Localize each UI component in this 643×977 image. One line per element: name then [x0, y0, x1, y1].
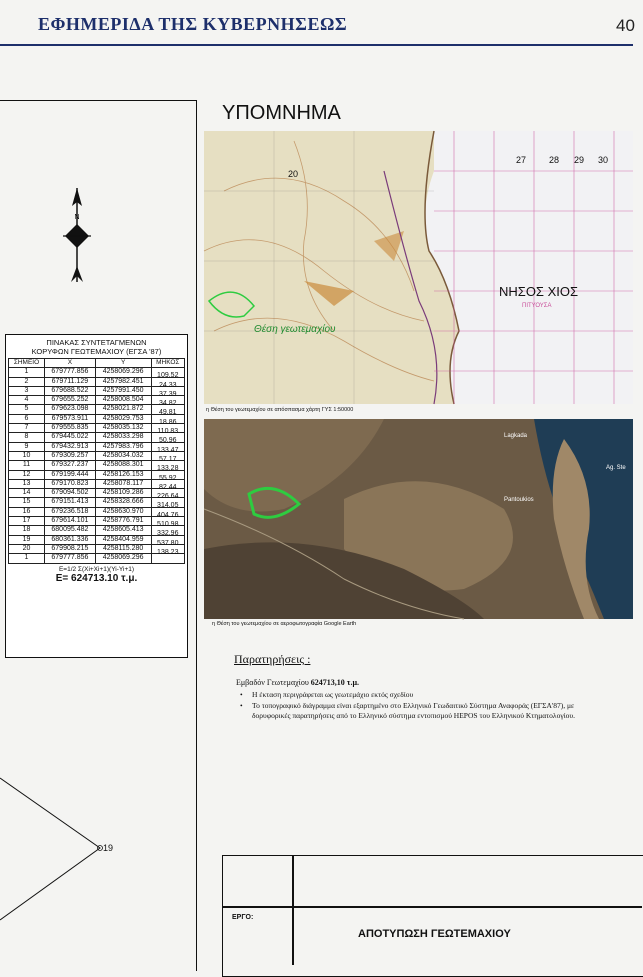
- point-cell: 8: [9, 433, 45, 442]
- y-cell: 4258328.666: [95, 498, 151, 507]
- y-cell: 4258029.753: [95, 414, 151, 423]
- x-cell: 679688.522: [44, 386, 95, 395]
- island-label: ΝΗΣΟΣ ΧΙΟΣ: [499, 284, 579, 299]
- point-cell: 14: [9, 489, 45, 498]
- length-cell: 109.52: [151, 372, 184, 381]
- length-cell: 537.80: [151, 539, 184, 548]
- length-cell: 24.33: [151, 381, 184, 390]
- point-cell: 7: [9, 424, 45, 433]
- length-cell: 138.23: [151, 548, 184, 557]
- length-cell: 57.17: [151, 455, 184, 464]
- y-cell: 4258034.032: [95, 451, 151, 460]
- x-cell: 679711.129: [44, 377, 95, 386]
- point-cell: 18: [9, 526, 45, 535]
- note-item: • Το τοπογραφικό διάγραμμα είναι εξαρτημένο στο Ελληνικό Γεωδαιτικό Σύστημα Αναφοράς (ΕΓΣΑ'87), με δορυφορικές παρατηρήσεις από το Ελληνικό σύστημα εντοπισμού HEPOS του Ελληνικού Κτηματολογίου.: [240, 701, 610, 721]
- col-header-length: ΜΗΚΟΣ: [151, 359, 184, 368]
- area-formula: E=1/2 Σ(Xi+Xi+1)(Yi-Yi+1): [58, 565, 135, 573]
- x-cell: 679170.823: [44, 479, 95, 488]
- y-cell: 4258088.301: [95, 461, 151, 470]
- x-cell: 680095.482: [44, 526, 95, 535]
- y-cell: 4258126.153: [95, 470, 151, 479]
- y-cell: 4257983.796: [95, 442, 151, 451]
- point-cell: 16: [9, 507, 45, 516]
- y-cell: 4258078.117: [95, 479, 151, 488]
- col-header-y: Y: [95, 359, 151, 368]
- place-label: Lagkada: [504, 433, 528, 439]
- area-value: 624713,10 τ.μ.: [310, 678, 360, 687]
- col-header-point: ΣΗΜΕΙΟ: [9, 359, 45, 368]
- point-cell: 11: [9, 461, 45, 470]
- title-block-divider: [222, 906, 642, 908]
- x-cell: 679623.098: [44, 405, 95, 414]
- x-cell: 679908.215: [44, 544, 95, 553]
- grid-number: 28: [549, 155, 560, 165]
- x-cell: 679573.911: [44, 414, 95, 423]
- parcel-outline-drawing: [0, 770, 196, 930]
- area-label: Εμβαδόν Γεωτεμαχίου: [236, 678, 309, 687]
- point-cell: 5: [9, 405, 45, 414]
- x-cell: 679236.518: [44, 507, 95, 516]
- sub-label: ΠΙΤΥΟΥΣΑ: [522, 303, 552, 309]
- coordinates-table: [8, 358, 185, 564]
- point-cell: 4: [9, 396, 45, 405]
- y-cell: 4258069.296: [95, 554, 151, 563]
- project-title: ΑΠΟΤΥΠΩΣΗ ΓΕΩΤΕΜΑΧΙΟΥ: [358, 928, 511, 940]
- x-cell: 679777.856: [44, 368, 95, 377]
- page-number: 40: [616, 16, 635, 35]
- note-item: • Η έκταση περιγράφεται ως γεωτεμάχιο εκτός σχεδίου: [240, 690, 610, 700]
- x-cell: 679094.502: [44, 489, 95, 498]
- svg-text:N: N: [74, 214, 80, 221]
- newspaper-title: ΕΦΗΜΕΡΙΔΑ ΤΗΣ ΚΥΒΕΡΝΗΣΕΩΣ: [38, 14, 348, 34]
- x-cell: 679199.444: [44, 470, 95, 479]
- grid-number: 20: [288, 169, 299, 179]
- table-title-line1: ΠΙΝΑΚΑΣ ΣΥΝΤΕΤΑΓΜΕΝΩΝ: [46, 338, 147, 347]
- length-cell: 50.96: [151, 437, 184, 446]
- y-cell: 4258033.298: [95, 433, 151, 442]
- table-body: [9, 368, 185, 563]
- x-cell: 680361.336: [44, 535, 95, 544]
- y-cell: 4258008.504: [95, 396, 151, 405]
- point-cell: 6: [9, 414, 45, 423]
- length-cell: 133.47: [151, 446, 184, 455]
- topo-map: [204, 131, 633, 404]
- length-cell: 34.82: [151, 400, 184, 409]
- topo-map-caption: η Θέση του γεωτεμαχίου σε απόσπασμα χάρτη ΓΥΣ 1:50000: [206, 407, 354, 413]
- length-cell: 82.44: [151, 483, 184, 492]
- x-cell: 679151.413: [44, 498, 95, 507]
- table-title-line2: ΚΟΡΥΦΩΝ ΓΕΩΤΕΜΑΧΙΟΥ (ΕΓΣΑ '87): [31, 347, 162, 356]
- point-cell: 9: [9, 442, 45, 451]
- length-cell: 314.05: [151, 502, 184, 511]
- y-cell: 4258035.132: [95, 424, 151, 433]
- x-cell: 679432.913: [44, 442, 95, 451]
- y-cell: 4258776.791: [95, 517, 151, 526]
- y-cell: 4258115.280: [95, 544, 151, 553]
- vertex-label: 19: [103, 843, 114, 853]
- point-cell: 12: [9, 470, 45, 479]
- col-header-x: X: [44, 359, 95, 368]
- table-row: [9, 368, 185, 377]
- y-cell: 4258404.959: [95, 535, 151, 544]
- north-arrow-icon: [60, 186, 94, 286]
- length-cell: 18.86: [151, 418, 184, 427]
- point-cell: 1: [9, 368, 45, 377]
- notes-area: [236, 678, 359, 687]
- x-cell: 679445.022: [44, 433, 95, 442]
- length-cell: 133.28: [151, 465, 184, 474]
- header-divider: [0, 44, 633, 46]
- length-cell: 110.83: [151, 428, 184, 437]
- coordinates-table-box: [5, 334, 188, 658]
- point-cell: 10: [9, 451, 45, 460]
- x-cell: 679614.101: [44, 517, 95, 526]
- notes-list: [240, 690, 610, 722]
- x-cell: 679777.856: [44, 554, 95, 563]
- notes-title: Παρατηρήσεις :: [234, 652, 311, 666]
- length-cell: 49.81: [151, 409, 184, 418]
- length-cell: 510.98: [151, 521, 184, 530]
- satellite-image: [204, 419, 633, 619]
- point-cell: 19: [9, 535, 45, 544]
- length-cell: 226.64: [151, 493, 184, 502]
- point-cell: 1: [9, 554, 45, 563]
- grid-number: 27: [516, 155, 527, 165]
- parcel-label: Θέση γεωτεμαχίου: [254, 324, 336, 335]
- place-label: Pantoukios: [504, 497, 534, 503]
- x-cell: 679655.252: [44, 396, 95, 405]
- x-cell: 679327.237: [44, 461, 95, 470]
- y-cell: 4258021.872: [95, 405, 151, 414]
- length-cell: 332.96: [151, 530, 184, 539]
- ergo-label: ΕΡΓΟ:: [232, 914, 254, 921]
- point-cell: 20: [9, 544, 45, 553]
- y-cell: 4258605.413: [95, 526, 151, 535]
- length-cell: 404.76: [151, 511, 184, 520]
- y-cell: 4257991.450: [95, 386, 151, 395]
- grid-number: 30: [598, 155, 609, 165]
- y-cell: 4258109.286: [95, 489, 151, 498]
- point-cell: 3: [9, 386, 45, 395]
- area-total: E= 624713.10 τ.μ.: [55, 572, 138, 584]
- length-cell: 37.39: [151, 390, 184, 399]
- table-title: [6, 338, 187, 356]
- title-block-divider: [292, 855, 294, 965]
- x-cell: 679555.835: [44, 424, 95, 433]
- y-cell: 4257982.451: [95, 377, 151, 386]
- place-label: Ag. Ste: [606, 465, 626, 471]
- grid-number: 29: [574, 155, 585, 165]
- legend-title: ΥΠΟΜΝΗΜΑ: [222, 102, 341, 124]
- y-cell: 4258069.296: [95, 368, 151, 377]
- point-cell: 17: [9, 517, 45, 526]
- y-cell: 4258630.970: [95, 507, 151, 516]
- point-cell: 2: [9, 377, 45, 386]
- satellite-caption: η Θέση του γεωτεμαχίου σε αεροφωτογραφία Google Earth: [212, 621, 357, 627]
- title-block: [222, 855, 643, 977]
- point-cell: 15: [9, 498, 45, 507]
- length-cell: 55.92: [151, 474, 184, 483]
- x-cell: 679309.257: [44, 451, 95, 460]
- point-cell: 13: [9, 479, 45, 488]
